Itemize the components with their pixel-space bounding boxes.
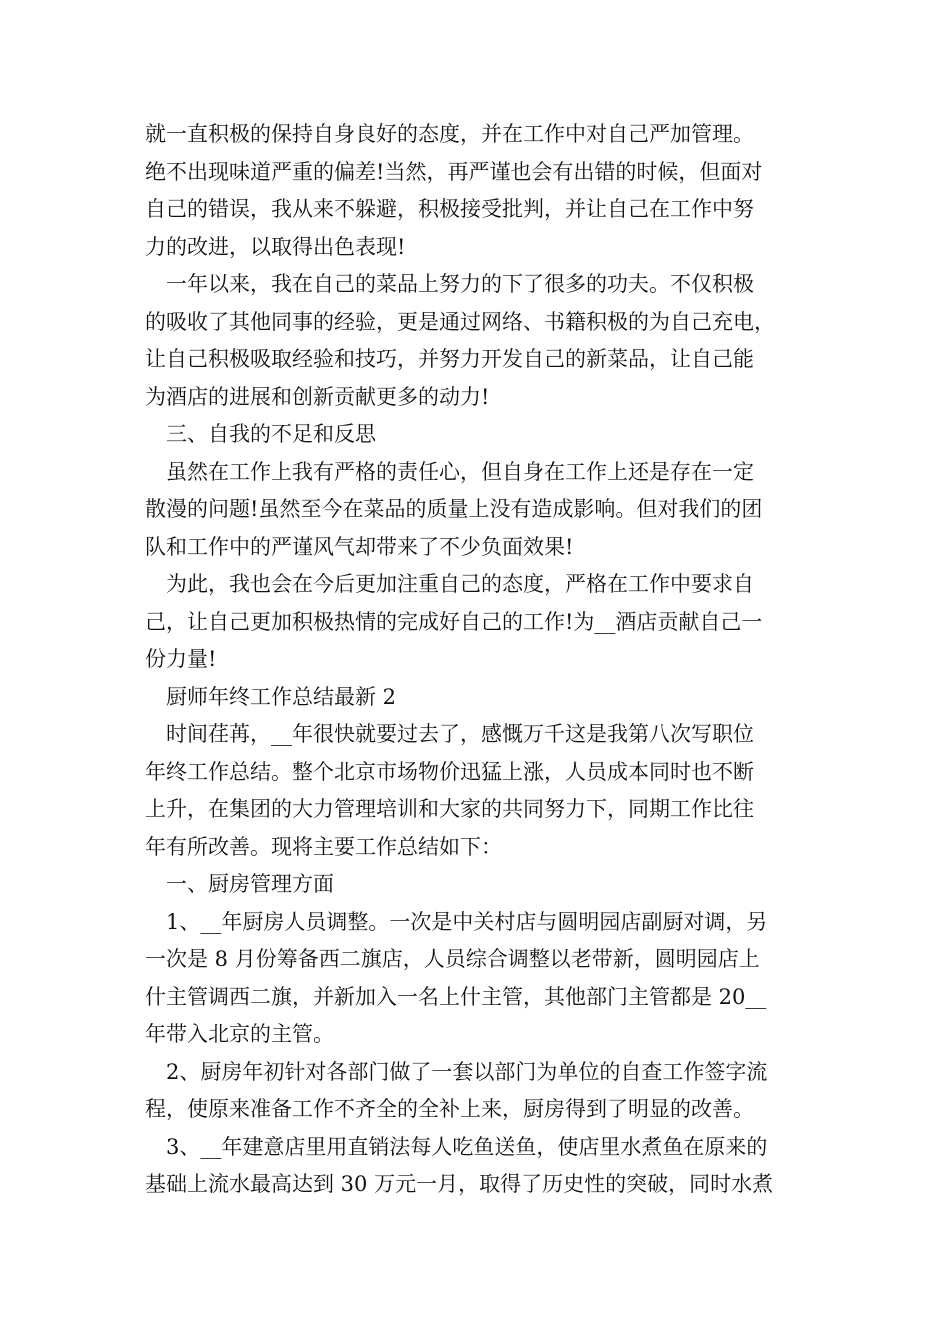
section-heading: 一、厨房管理方面 [166,872,334,896]
section-heading: 三、自我的不足和反思 [166,422,376,446]
text-line: 的吸收了其他同事的经验，更是通过网络、书籍积极的为自己充电， [145,309,775,334]
text-line: 年终工作总结。整个北京市场物价迅猛上涨，人员成本同时也不断 [145,759,754,784]
text-line: 基础上流水最高达到 30 万元一月，取得了历史性的突破，同时水煮 [145,1172,774,1196]
text-line: 为酒店的进展和创新贡献更多的动力! [145,384,490,409]
text-line: 队和工作中的严谨风气却带来了不少负面效果! [145,534,574,559]
text-line: 己，让自己更加积极热情的完成好自己的工作!为__酒店贡献自己一 [145,609,763,634]
text-line: 绝不出现味道严重的偏差!当然，再严谨也会有出错的时候，但面对 [145,159,763,184]
text-line: 力的改进，以取得出色表现! [145,234,406,259]
document-body [145,116,810,1204]
list-item-first-line: 2、厨房年初针对各部门做了一套以部门为单位的自查工作签字流 [166,1059,768,1084]
text-line: 程，使原来准备工作不齐全的全补上来，厨房得到了明显的改善。 [145,1097,754,1121]
article-title: 厨师年终工作总结最新 2 [166,684,397,709]
text-line: 年带入北京的主管。 [145,1022,334,1046]
text-line: 年有所改善。现将主要工作总结如下： [145,834,502,859]
text-line: 自己的错误，我从来不躲避，积极接受批判，并让自己在工作中努 [145,197,754,221]
text-line: 什主管调西二旗，并新加入一名上什主管，其他部门主管都是 20__ [145,984,767,1009]
text-line: 一次是 8 月份筹备西二旗店，人员综合调整以老带新，圆明园店上 [145,947,760,971]
paragraph-first-line: 虽然在工作上我有严格的责任心，但自身在工作上还是存在一定 [166,459,754,484]
text-line: 上升，在集团的大力管理培训和大家的共同努力下，同期工作比往 [145,797,754,821]
text-line: 就一直积极的保持自身良好的态度，并在工作中对自己严加管理。 [145,122,754,146]
text-line: 份力量! [145,647,217,671]
list-item-first-line: 1、__年厨房人员调整。一次是中关村店与圆明园店副厨对调，另 [166,909,768,934]
text-line: 散漫的问题!虽然至今在菜品的质量上没有造成影响。但对我们的团 [145,497,763,521]
paragraph-first-line: 一年以来，我在自己的菜品上努力的下了很多的功夫。不仅积极 [166,272,754,296]
paragraph-first-line: 为此，我也会在今后更加注重自己的态度，严格在工作中要求自 [166,572,754,596]
text-line: 让自己积极吸取经验和技巧，并努力开发自己的新菜品，让自己能 [145,347,754,371]
paragraph-first-line: 时间荏苒，__年很快就要过去了，感慨万千这是我第八次写职位 [166,722,754,746]
list-item-first-line: 3、__年建意店里用直销法每人吃鱼送鱼，使店里水煮鱼在原来的 [166,1134,768,1159]
